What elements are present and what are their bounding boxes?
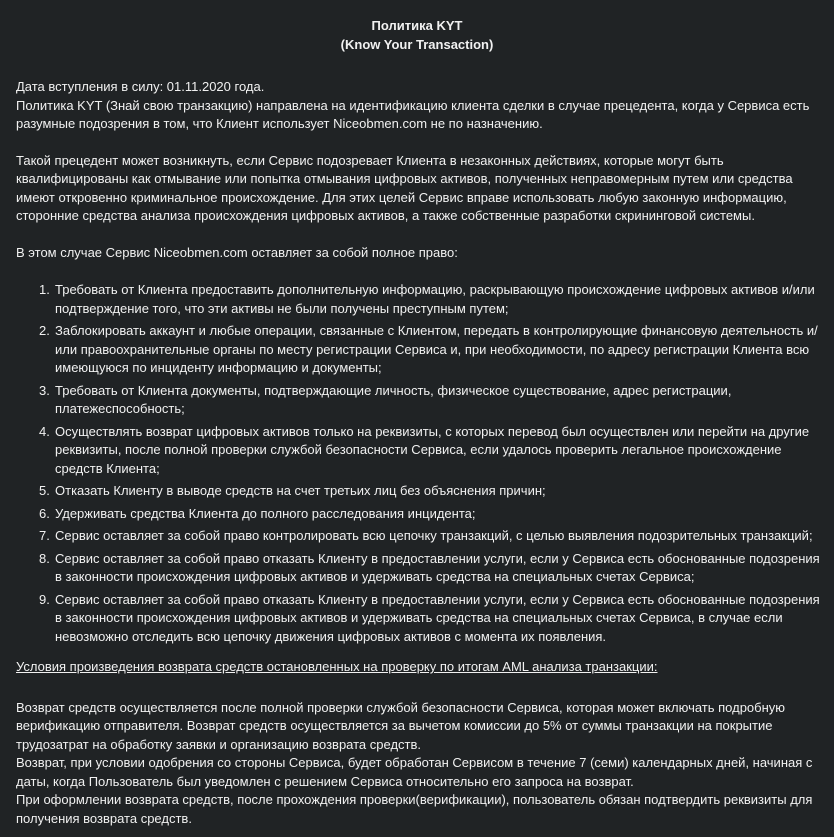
list-number: 1. [39, 282, 50, 297]
list-item-text: Отказать Клиенту в выводе средств на счет третьих лиц без объяснения причин; [55, 483, 546, 498]
rights-list [16, 281, 834, 646]
rights-list-item [39, 591, 834, 647]
list-number: 6. [39, 505, 50, 521]
list-number: 7. [39, 528, 50, 543]
rights-list-item [39, 423, 834, 479]
list-item-text: Заблокировать аккаунт и любые операции, связанные с Клиентом, передать в контролирующие финансовую деятельность и/ или правоохранительные органы по месту регистрации Сервиса и, при необходимости, по адресу регистрации Клиента всю имеющуюся по инциденту информацию и документы; [55, 323, 818, 375]
rights-list-item [39, 322, 834, 378]
rights-list-item [39, 281, 834, 318]
list-number: 5. [39, 483, 50, 498]
refund-paragraph: Возврат средств осуществляется после полной проверки службой безопасности Сервиса, которая может включать подробную верификацию отправителя. Возврат средств осуществляется за вычетом комиссии до 5% от суммы транзакции на покрытие трудозатрат на обработку заявки и организацию возврата средств. [16, 699, 786, 752]
list-number: 8. [39, 550, 50, 566]
rights-list-item [39, 505, 834, 524]
intro-paragraph: Политика KYT (Знай свою транзакцию) направлена на идентификацию клиента сделки в случае прецедента, когда у Сервиса есть разумные подозрения в том, что Клиент использует Niceobmen.com не по назначению. [16, 97, 810, 131]
list-number: 3. [39, 382, 50, 398]
list-number: 4. [39, 423, 50, 439]
rights-list-item [39, 482, 834, 501]
rights-list-item [39, 550, 834, 587]
rights-list-item [39, 527, 834, 546]
list-item-text: Требовать от Клиента документы, подтверждающие личность, физическое существование, адрес регистрации, платежеспособность; [55, 382, 732, 416]
page-title: Политика KYT [371, 18, 463, 33]
list-item-text: Сервис оставляет за собой право контролировать всю цепочку транзакций, с целью выявления подозрительных транзакций; [55, 528, 813, 543]
list-number: 2. [39, 323, 50, 338]
rights-intro: В этом случае Сервис Niceobmen.com оставляет за собой полное право: [16, 244, 458, 260]
list-item-text: Сервис оставляет за собой право отказать Клиенту в предоставлении услуги, если у Сервиса есть обоснованные подозрения в законности происхождения цифровых активов и удерживать средства на специальных счетах Сервиса, в случае если невозможно отследить всю цепочку движения цифровых активов с момента их появления. [55, 591, 820, 644]
list-item-text: Сервис оставляет за собой право отказать Клиенту в предоставлении услуги, если у Сервиса есть обоснованные подозрения в законности происхождения цифровых активов и удерживать средства на специальных счетах Сервиса; [55, 550, 820, 584]
refund-paragraph: При оформлении возврата средств, после прохождения проверки(верификации), пользователь обязан подтвердить реквизиты для получения возврата средств. [16, 792, 813, 826]
refund-section-heading: Условия произведения возврата средств остановленных на проверку по итогам AML анализа транзакции: [16, 659, 658, 674]
page-subtitle: (Know Your Transaction) [340, 36, 494, 52]
list-item-text: Удерживать средства Клиента до полного расследования инцидента; [55, 505, 476, 521]
list-item-text: Осуществлять возврат цифровых активов только на реквизиты, с которых перевод был осуществлен или перейти на другие реквизиты, после полной проверки службой безопасности Сервиса, если удалось проверить легальное происхождение средств Клиента; [55, 423, 810, 476]
rights-list-item [39, 382, 834, 419]
spacer [16, 226, 834, 244]
list-item-text: Требовать от Клиента предоставить дополнительную информацию, раскрывающую происхождение цифровых активов и/или подтверждение того, что эти активы не были получены преступным путем; [55, 282, 815, 316]
refund-paragraph: Возврат, при условии одобрения со стороны Сервиса, будет обработан Сервисом в течение 7 (семи) календарных дней, начиная с даты, когда Пользователь был уведомлен с решением Сервиса относительно его запроса на возврат. [16, 755, 813, 789]
precedent-paragraph: Такой прецедент может возникнуть, если Сервис подозревает Клиента в незаконных действиях, которые могут быть квалифицированы как отмывание или попытка отмывания цифровых активов, полученных неправомерным путем или средства имеют откровенно криминальное происхождение. Для этих целей Сервис вправе использовать любую законную информацию, сторонние средства анализа происхождения цифровых активов, а также собственные разработки скрининговой системы. [16, 152, 793, 223]
effective-date: Дата вступления в силу: 01.11.2020 года. [16, 79, 265, 94]
list-number: 9. [39, 591, 50, 607]
spacer [16, 134, 834, 152]
